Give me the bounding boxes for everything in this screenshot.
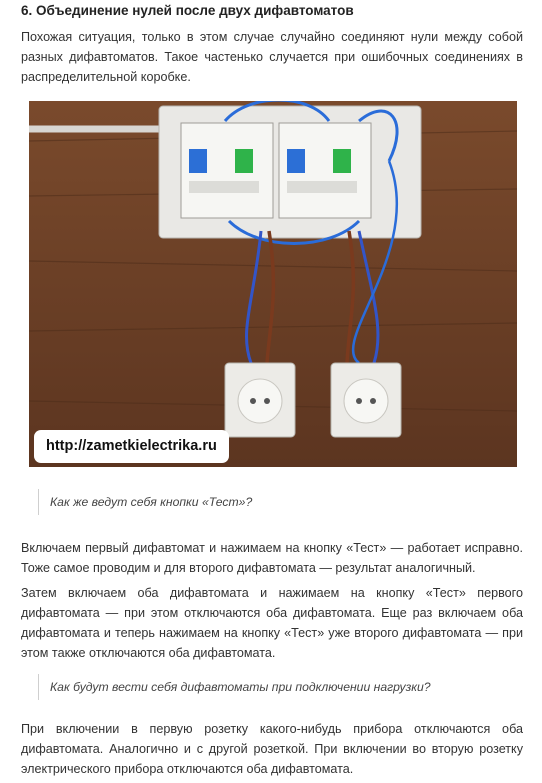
watermark: http://zametkielectrika.ru	[34, 430, 229, 463]
intro-paragraph: Похожая ситуация, только в этом случае случайно соединяют нули между собой разных дифавтоматов. Такое частенько случается при ошибочных соединениях в распределительной коробке.	[21, 30, 523, 84]
answer-paragraph-1: Включаем первый дифавтомат и нажимаем на кнопку «Тест» — работает исправно. Тоже самое проводим и для второго дифавтомата — результат аналогичный.	[21, 541, 523, 575]
wiring-photo	[29, 101, 517, 467]
question-quote-load: Как будут вести себя дифавтоматы при подключении нагрузки?	[38, 674, 518, 700]
question-quote-test-button: Как же ведут себя кнопки «Тест»?	[38, 489, 518, 515]
answer-paragraph-3: При включении в первую розетку какого-нибудь прибора отключаются оба дифавтомата. Аналогично и с другой розеткой. При включении во вторую розетку электрического прибора отключаются оба дифавтомата.	[21, 722, 523, 776]
section-heading: 6. Объединение нулей после двух дифавтоматов	[21, 3, 354, 18]
wiring-photo-drawing	[29, 101, 517, 467]
answer-paragraph-2: Затем включаем оба дифавтомата и нажимаем на кнопку «Тест» первого дифавтомата — при этом отключаются оба дифавтомата. Еще раз включаем оба дифавтомата и теперь нажимаем на кнопку «Тест» уже второго дифавтомата — при этом также отключаются оба дифавтомата.	[21, 586, 523, 660]
